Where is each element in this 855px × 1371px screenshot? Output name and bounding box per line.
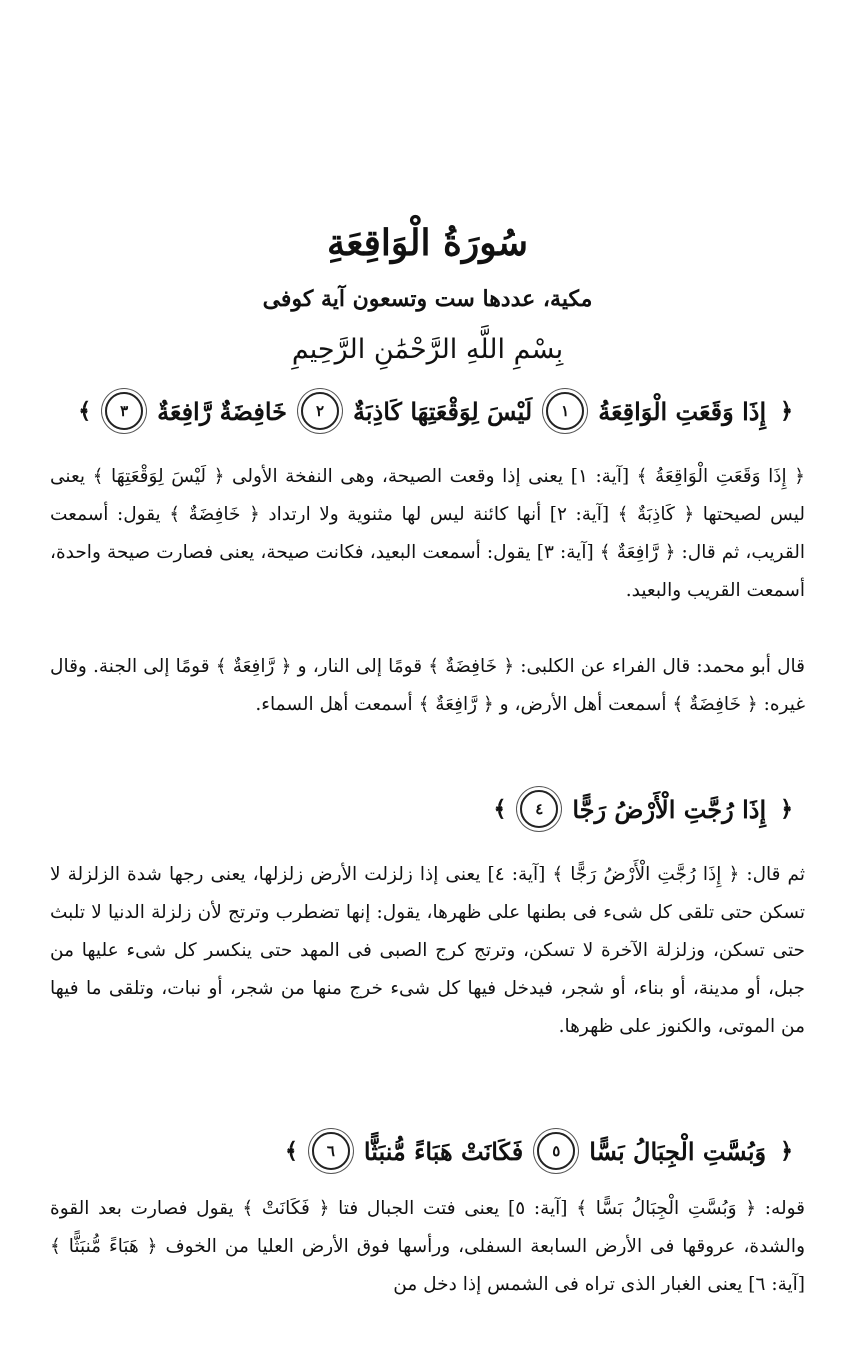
basmala: بِسْمِ اللَّهِ الرَّحْمَٰنِ الرَّحِيمِ (291, 334, 564, 365)
ornate-bracket-open: ﴿ (780, 1138, 793, 1164)
verse-line-1 (62, 392, 793, 430)
commentary-paragraph: قوله: ﴿ وَبُسَّتِ الْجِبَالُ بَسًّا ﴾ [آية: ٥] يعنى فتت الجبال فتا ﴿ فَكَانَتْ ﴾ يقول فصارت بعد القوة والشدة، عروقها فى الأرض السابعة السفلى، ورأسها فوق الأرض العليا من الخوف ﴿ هَبَاءً مُّنبَثًّا ﴾ [آية: ٦] يعنى الغبار الذى تراه فى الشمس إذا دخل من (50, 1198, 805, 1295)
verse-number-badge: ٦ (312, 1132, 350, 1170)
verse-number-badge: ٥ (537, 1132, 575, 1170)
ornate-bracket-close: ﴾ (493, 796, 507, 822)
verse-text: وَبُسَّتِ الْجِبَالُ بَسًّا (589, 1136, 767, 1166)
ornate-bracket-close: ﴾ (78, 398, 92, 424)
verse-number-badge: ١ (546, 392, 584, 430)
commentary-paragraph: ثم قال: ﴿ إِذَا رُجَّتِ الْأَرْضُ رَجًّا ﴾ [آية: ٤] يعنى إذا زلزلت الأرض زلزلها، يعنى رجها شدة الزلزلة لا تسكن حتى تلقى كل شىء فى بطنها على ظهرها، يقول: إنها تضطرب وترتج لأن زلزلة الدنيا لا تلبث حتى تسكن، وزلزلة الآخرة لا تسكن، وترتج كرج الصبى فى المهد حتى ينكسر كل شىء عليها من جبل، أو مدينة، أو بناء، أو شجر، فيدخل فيها كل شىء خرج منها من شجر، أو نبات، وتلقى ما فيها من الموتى، والكنوز على ظهرها. (50, 864, 805, 1037)
verse-number-badge: ٢ (301, 392, 339, 430)
verse-text: فَكَانَتْ هَبَاءً مُّنبَثًّا (363, 1136, 524, 1166)
verse-line-3 (62, 1132, 793, 1170)
commentary-paragraph: ﴿ إِذَا وَقَعَتِ الْوَاقِعَةُ ﴾ [آية: ١] يعنى إذا وقعت الصيحة، وهى النفخة الأولى ﴿ لَيْسَ لِوَقْعَتِهَا ﴾ يعنى ليس لصيحتها ﴿ كَاذِبَةٌ ﴾ [آية: ٢] أنها كائنة ليس لها مثنوية ولا ارتداد ﴿ خَافِضَةٌ ﴾ يقول: أسمعت القريب، ثم قال: ﴿ رَّافِعَةٌ ﴾ [آية: ٣] يقول: أسمعت البعيد، فكانت صيحة، يعنى فصارت صيحة واحدة، أسمعت القريب والبعيد. (50, 466, 805, 601)
verse-text: إِذَا وَقَعَتِ الْوَاقِعَةُ (598, 396, 767, 426)
verse-text: خَافِضَةٌ رَّافِعَةٌ (157, 396, 287, 426)
verse-number-badge: ٣ (105, 392, 143, 430)
verse-line-2 (62, 790, 793, 828)
surah-title: سُورَةُ الْوَاقِعَةِ (327, 222, 528, 264)
ornate-bracket-open: ﴿ (780, 398, 793, 424)
verse-text: إِذَا رُجَّتِ الْأَرْضُ رَجًّا (572, 794, 767, 824)
verse-text: لَيْسَ لِوَقْعَتِهَا كَاذِبَةٌ (352, 396, 533, 426)
ornate-bracket-open: ﴿ (780, 796, 793, 822)
commentary-paragraph: قال أبو محمد: قال الفراء عن الكلبى: ﴿ خَافِضَةٌ ﴾ قومًا إلى النار، و ﴿ رَّافِعَةٌ ﴾ قومًا إلى الجنة. وقال غيره: ﴿ خَافِضَةٌ ﴾ أسمعت أهل الأرض، و ﴿ رَّافِعَةٌ ﴾ أسمعت أهل السماء. (50, 656, 805, 715)
verse-number-badge: ٤ (520, 790, 558, 828)
ornate-bracket-close: ﴾ (285, 1138, 298, 1164)
surah-subtitle: مكية، عددها ست وتسعون آية كوفى (262, 286, 593, 312)
